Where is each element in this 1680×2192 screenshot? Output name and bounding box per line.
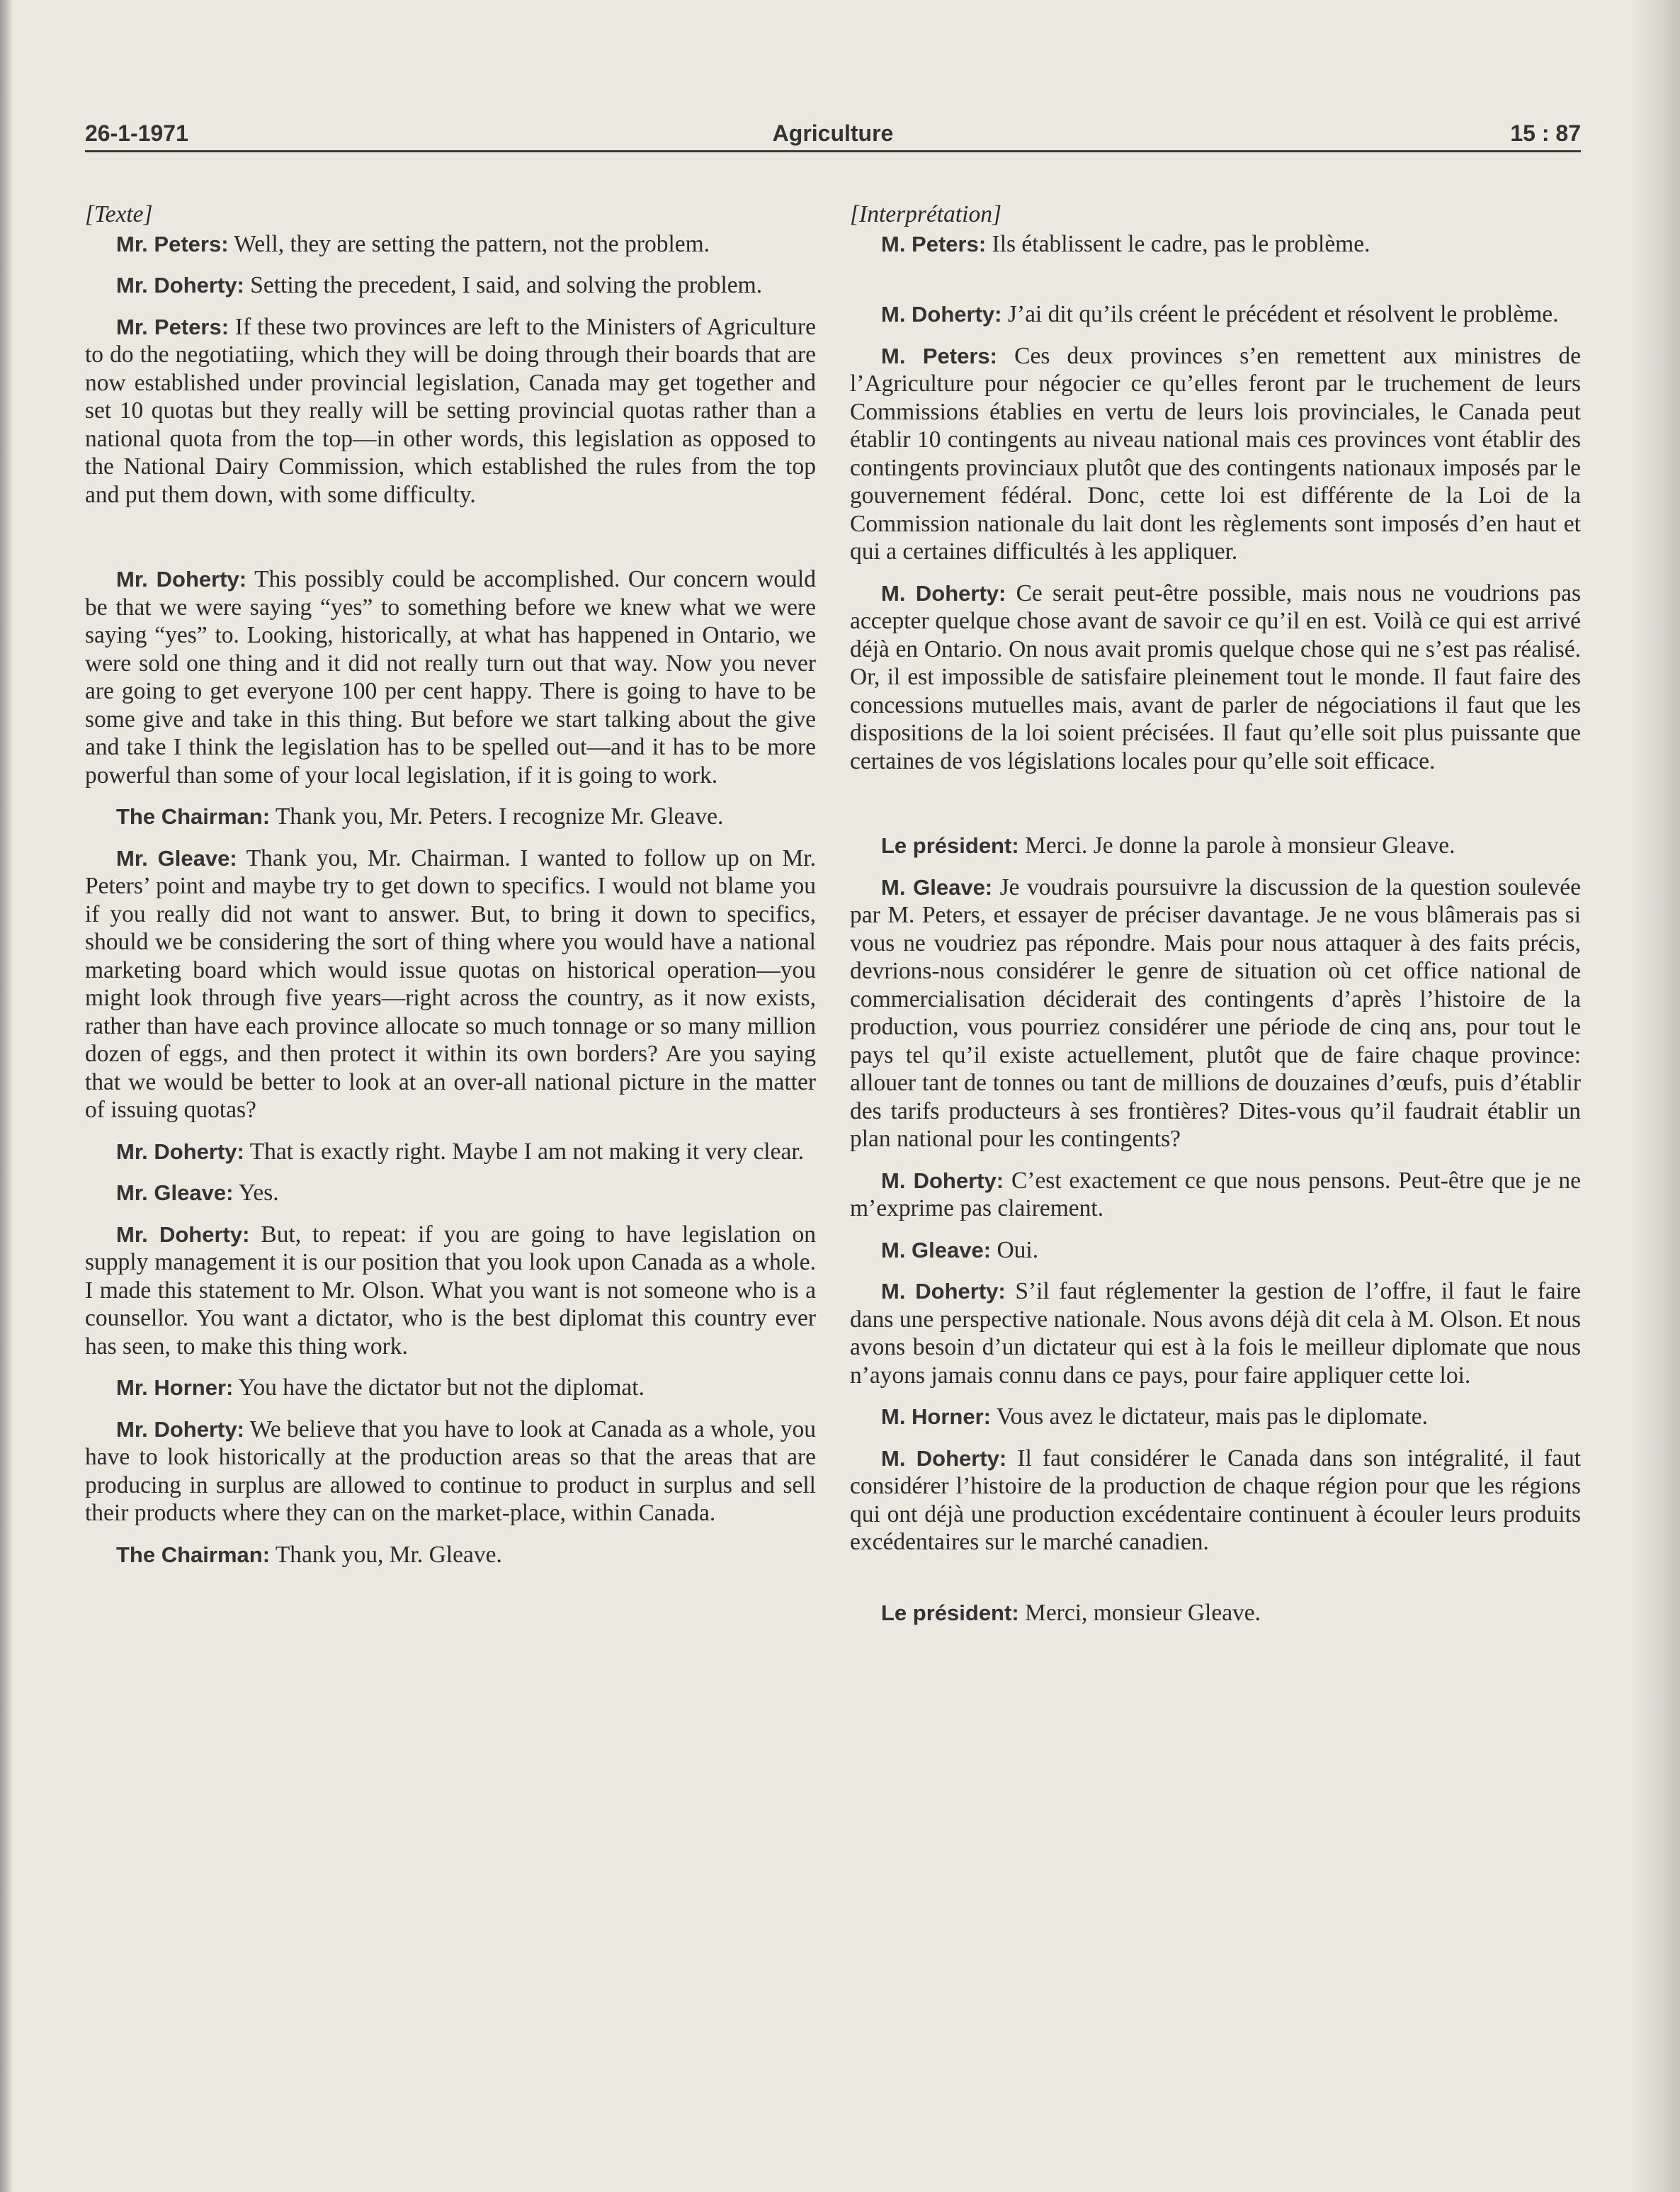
transcript-paragraph <box>85 803 816 831</box>
speech-text: Ils établissent le cadre, pas le problème. <box>992 230 1370 257</box>
transcript-paragraph <box>850 580 1581 776</box>
speech-text: Thank you, Mr. Peters. I recognize Mr. Gleave. <box>275 803 724 830</box>
transcript-paragraph <box>850 1277 1581 1389</box>
column-language-marker: [Interprétation] <box>850 201 1002 227</box>
transcript-paragraph <box>85 230 816 259</box>
header-page-number: 15 : 87 <box>1510 120 1581 146</box>
speaker-name: M. Horner: <box>881 1404 991 1429</box>
transcript-paragraph <box>85 1541 816 1569</box>
speaker-name: M. Doherty: <box>881 1279 1006 1304</box>
transcript-paragraph <box>850 230 1581 259</box>
speech-text: Je voudrais poursuivre la discussion de la question soulevée par M. Peters, et essayer de préciser davantage. Je ne vous blâmerais pas si vous ne voudriez pas répondre. Mais pour nous attaquer à des faits précis, devrions-nous considérer le genre de situation où cet office national de commercialisation déciderait des contingents d’après l’histoire de la production, vous pourriez considérer une période de cinq ans, pour tout le pays tel qu’il existe actuellement, plutôt que de faire chaque province: allouer tant de tonnes ou tant de millions de douzaines d’œufs, puis d’établir des tarifs producteurs à ses frontières? Dites-vous qu’il faudrait établir un plan national pour les contingents? <box>850 874 1582 1152</box>
speaker-name: Mr. Peters: <box>116 231 229 256</box>
french-column <box>850 200 1581 2078</box>
speech-text: S’il faut réglementer la gestion de l’offre, il faut le faire dans une perspective nationale. Nous avons déjà dit cela à M. Olson. Et nous avons besoin d’un dictateur qui est à la fois le meilleur diplomate que nous n’ayons jamais connu dans ce pays, pour faire appliquer cette loi. <box>850 1278 1581 1389</box>
speech-text: Oui. <box>997 1236 1039 1263</box>
speech-text: Thank you, Mr. Gleave. <box>275 1541 502 1568</box>
transcript-paragraph <box>85 565 816 789</box>
speech-text: But, to repeat: if you are going to have legislation on supply management it is our position that you look upon Canada as a whole. I made this statement to Mr. Olson. What you want is not someone who is a counsellor. You want a dictator, who is the best diplomat this country ever has seen, to make this thing work. <box>85 1221 817 1360</box>
speaker-name: M. Peters: <box>881 343 997 368</box>
speaker-name: Mr. Horner: <box>116 1375 234 1400</box>
english-column <box>85 200 816 2078</box>
transcript-paragraph <box>850 1403 1581 1431</box>
speaker-name: Mr. Doherty: <box>116 1221 250 1247</box>
speaker-name: Mr. Doherty: <box>116 567 247 592</box>
transcript-paragraph <box>85 271 816 300</box>
transcript-paragraph <box>850 832 1581 860</box>
speech-text: J’ai dit qu’ils créent le précédent et résolvent le problème. <box>1007 301 1559 327</box>
speech-text: That is exactly right. Maybe I am not making it very clear. <box>249 1138 804 1165</box>
transcript-paragraph <box>850 1167 1581 1223</box>
transcript-paragraph <box>85 1374 816 1402</box>
speech-text: Yes. <box>238 1180 279 1206</box>
speaker-name: M. Peters: <box>881 231 987 256</box>
transcript-paragraph <box>850 300 1581 329</box>
transcript-paragraph <box>850 874 1581 1153</box>
speaker-name: Mr. Doherty: <box>116 1416 244 1442</box>
speaker-name: The Chairman: <box>116 1542 271 1567</box>
header-title: Agriculture <box>772 120 894 146</box>
speaker-name: M. Doherty: <box>881 580 1006 606</box>
speaker-name: M. Gleave: <box>881 874 993 900</box>
speech-text: If these two provinces are left to the Ministers of Agriculture to do the negotiatiing, which they will be doing through their boards that are now established under provincial legislation, Canada may get together and set 10 quotas but they really will be setting provincial quotas rather than a national quota from the top—in other words, this legislation as opposed to the National Dairy Commission, which established the rules from the top and put them down, with some difficulty. <box>85 313 816 508</box>
speaker-name: Mr. Gleave: <box>116 845 237 871</box>
speaker-name: Mr. Peters: <box>116 314 229 339</box>
transcript-paragraph <box>85 1179 816 1207</box>
speaker-name: M. Doherty: <box>881 1168 1004 1193</box>
speaker-name: M. Doherty: <box>881 302 1002 327</box>
speaker-name: M. Gleave: <box>881 1237 992 1262</box>
speech-text: Thank you, Mr. Chairman. I wanted to follow up on Mr. Peters’ point and maybe try to get down to specifics. I would not blame you if you really did not want to answer. But, to bring it down to specifics, should we be considering the sort of thing where you would have a national marketing board which would issue quotas on historical operation—you might look through five years—right across the country, as it now exists, rather than have each province allocate so much tonnage or so many million dozen of eggs, and then protect it within its own borders? Are you saying that we would be better to look at an over-all national picture in the matter of issuing quotas? <box>85 844 816 1123</box>
speech-text: Well, they are setting the pattern, not the problem. <box>234 230 710 257</box>
speaker-name: M. Doherty: <box>881 1445 1007 1471</box>
transcript-paragraph <box>850 1599 1581 1627</box>
transcript-paragraph <box>85 1416 816 1527</box>
speech-text: You have the dictator but not the diplomat. <box>238 1374 645 1401</box>
page-edge-shadow <box>1630 0 1680 2192</box>
transcript-paragraph <box>85 1221 816 1361</box>
transcript-paragraph <box>850 342 1581 566</box>
header-date: 26-1-1971 <box>85 120 188 146</box>
speaker-name: Mr. Doherty: <box>116 1139 244 1164</box>
speech-text: Ces deux provinces s’en remettent aux ministres de l’Agriculture pour négocier ce qu’elles feront par le truchement de leurs Commissions établies en vertu de leurs lois provinciales, le Canada peut établir 10 contingents au niveau national mais ces provinces vont établir des contingents provinciaux plutôt que des contingents nationaux imposés par le gouvernement fédéral. Donc, cette loi est différente de la Loi de la Commission nationale du lait dont les règlements sont imposés d’en haut et qui a certaines difficultés à les appliquer. <box>850 342 1581 565</box>
speech-text: Il faut considérer le Canada dans son intégralité, il faut considérer l’histoire de la production de chaque région pour que les régions qui ont déjà une production excédentaire continuent à écouler leurs produits excédentaires sur le marché canadien. <box>850 1445 1581 1555</box>
transcript-paragraph <box>850 1236 1581 1265</box>
page-header <box>85 119 1581 152</box>
speech-text: Setting the precedent, I said, and solving the problem. <box>250 272 763 298</box>
speaker-name: Le président: <box>881 1600 1019 1625</box>
speech-text: C’est exactement ce que nous pensons. Peut-être que je ne m’exprime pas clairement. <box>850 1167 1582 1221</box>
transcript-paragraph <box>850 1445 1581 1557</box>
speaker-name: Le président: <box>881 833 1019 858</box>
speaker-name: The Chairman: <box>116 804 271 829</box>
speech-text: Vous avez le dictateur, mais pas le diplomate. <box>996 1403 1429 1430</box>
speaker-name: Mr. Gleave: <box>116 1180 234 1205</box>
transcript-paragraph <box>85 1138 816 1166</box>
speech-text: Merci, monsieur Gleave. <box>1025 1599 1261 1626</box>
binding-edge <box>0 0 13 2192</box>
speaker-name: Mr. Doherty: <box>116 273 244 298</box>
column-language-marker: [Texte] <box>85 201 153 227</box>
transcript-paragraph <box>85 313 816 509</box>
speech-text: This possibly could be accomplished. Our concern would be that we were saying “yes” to something before we knew what we were saying “yes” to. Looking, historically, at what has happened in Ontario, we were sold one thing and it did not really turn out that way. Now you never are going to get everyone 100 per cent happy. There is going to have to be some give and take in this thing. But before we start talking about the give and take I think the legislation has to be spelled out—and it has to be more powerful than some of your local legislation, if it is going to work. <box>85 566 816 789</box>
speech-text: Merci. Je donne la parole à monsieur Gleave. <box>1025 832 1455 859</box>
speech-text: Ce serait peut-être possible, mais nous ne voudrions pas accepter quelque chose avant de savoir ce qu’il en est. Voilà ce qui est arrivé déjà en Ontario. On nous avait promis quelque chose qui ne s’est pas réalisé. Or, il est impossible de satisfaire pleinement tout le monde. Il faut faire des concessions mutuelles mais, avant de parler de négociations il faut que les dispositions de la loi soient précisées. Il faut qu’elle soit plus puissante que certaines de vos législations locales pour qu’elle soit efficace. <box>850 580 1582 774</box>
speech-text: We believe that you have to look at Canada as a whole, you have to look historically at the production areas so that the areas that are producing in surplus are allowed to continue to product in surplus and sell their products where they can on the market-place, within Canada. <box>85 1416 816 1526</box>
transcript-paragraph <box>85 844 816 1124</box>
